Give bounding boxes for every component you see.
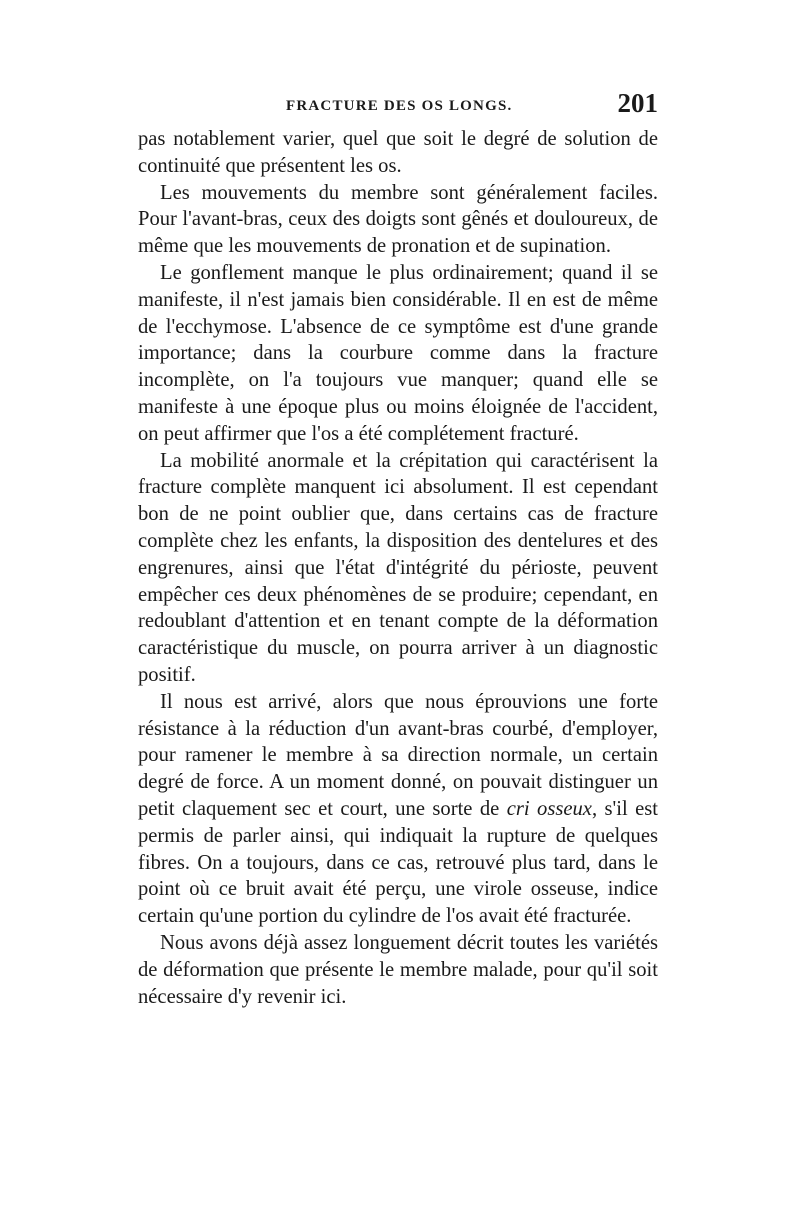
running-head [138,88,658,124]
paragraph-deformation: Nous avons déjà assez longuement décrit toutes les variétés de déformation que présente le membre malade, pour qu'il soit nécessaire d'y revenir ici. [138,931,658,1008]
emphasis-cri-osseux: cri osseux [506,797,592,820]
paragraph-bony-cry-text-after: , s'il est permis de parler ainsi, qui indiquait la rupture de quelques fibres. On a toujours, dans ce cas, retrouvé plus tard, dans le point où ce bruit avait été perçu, une virole osseuse, indice certain qu'une portion du cylindre de l'os avait été fracturée. [138,797,658,928]
paragraph-swelling: Le gonflement manque le plus ordinairement; quand il se manifeste, il n'est jamais bien considérable. Il en est de même de l'ecchymose. L'absence de ce symptôme est d'une grande importance; dans la courbure comme dans la fracture incomplète, on l'a toujours vue manquer; quand elle se manifeste à une époque plus ou moins éloignée de l'accident, on peut affirmer que l'os a été complétement fracturé. [138,261,658,445]
paragraph-bony-cry-text-before: Il nous est arrivé, alors que nous éprouvions une forte résistance à la réduction d'un avant-bras courbé, d'employer, pour ramener le membre à sa direction normale, un certain degré de force. A un moment donné, on pouvait distinguer un petit claquement sec et court, une sorte de [138,690,658,820]
paragraph-continuation: pas notablement varier, quel que soit le degré de solution de continuité que présentent les os. [138,128,658,177]
page-number: 201 [617,88,658,118]
paragraph-bony-cry [138,689,658,930]
running-title: FRACTURE DES OS LONGS. [286,98,513,114]
paragraph-movements: Les mouvements du membre sont généralement faciles. Pour l'avant-bras, ceux des doigts sont gênés et douloureux, de même que les mouvements de pronation et de supination. [138,181,658,258]
body-text [138,126,658,1010]
paragraph-mobility: La mobilité anormale et la crépitation qui caractérisent la fracture complète manquent ici absolument. Il est cependant bon de ne point oublier que, dans certains cas de fracture complète chez les enfants, la disposition des dentelures et des engrenures, ainsi que l'état d'intégrité du périoste, peuvent empêcher ces deux phénomènes de se produire; cependant, en redoublant d'attention et en tenant compte de la déformation caractéristique du muscle, on pourra arriver à un diagnostic positif. [138,449,658,686]
